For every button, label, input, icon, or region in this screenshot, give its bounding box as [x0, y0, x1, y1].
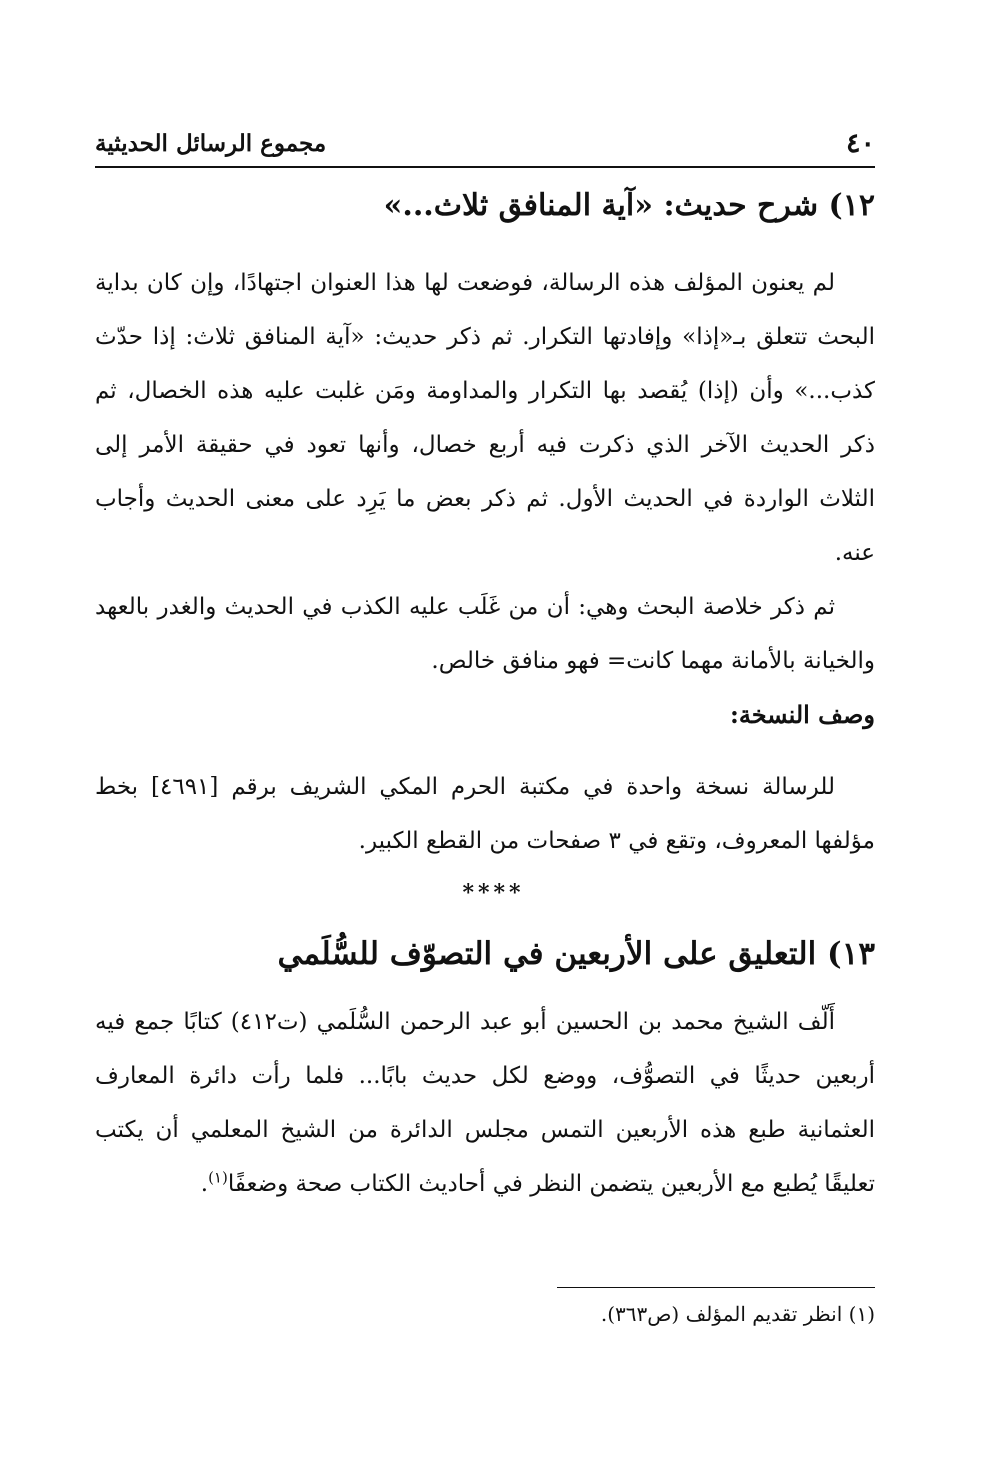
section-13-paragraph-end: .	[200, 1171, 209, 1197]
section-12-paragraph-1	[95, 256, 875, 580]
book-title: مجموع الرسائل الحديثية	[95, 130, 327, 157]
footnote-divider	[557, 1287, 875, 1288]
section-13-heading: ١٣) التعليق على الأربعين في التصوّف للسُّلَمي	[277, 936, 875, 972]
section-13-paragraph	[95, 995, 875, 1211]
footnote-reference: (١)	[208, 1168, 228, 1187]
section-separator: ****	[462, 880, 525, 906]
page-number: ٤٠	[845, 128, 875, 159]
section-12-paragraph-1-text: لم يعنون المؤلف هذه الرسالة، فوضعت لها هذا العنوان اجتهادًا، وإن كان بداية البحث تتعلق بـ«إذا» وإفادتها التكرار. ثم ذكر حديث: «آية المنافق ثلاث: إذا حدّث كذب...» وأن (إذا) يُقصد بها التكرار والمداومة ومَن غلبت عليه هذه الخصال، ثم ذكر الحديث الآخر الذي ذكرت فيه أربع خصال، وأنها تعود في حقيقة الأمر إلى الثلاث الواردة في الحديث الأول. ثم ذكر بعض ما يَرِد على معنى الحديث وأجاب عنه.	[95, 270, 875, 566]
running-header	[95, 122, 875, 168]
manuscript-description-heading: وصف النسخة:	[729, 700, 875, 729]
section-12-paragraph-2	[95, 580, 875, 688]
section-12-paragraph-3-text: للرسالة نسخة واحدة في مكتبة الحرم المكي الشريف برقم [٤٦٩١] بخط مؤلفها المعروف، وتقع في ٣ صفحات من القطع الكبير.	[95, 774, 875, 854]
section-12-paragraph-3	[95, 760, 875, 868]
section-12-paragraph-2-text: ثم ذكر خلاصة البحث وهي: أن من غَلَب عليه الكذب في الحديث والغدر بالعهد والخيانة بالأمانة مهما كانت= فهو منافق خالص.	[95, 594, 875, 674]
section-13-paragraph-text: أَلّف الشيخ محمد بن الحسين أبو عبد الرحمن السُّلَمي (ت٤١٢) كتابًا جمع فيه أربعين حديثًا في التصوُّف، ووضع لكل حديث بابًا... فلما رأت دائرة المعارف العثمانية طبع هذه الأربعين التمس مجلس الدائرة من الشيخ المعلمي أن يكتب تعليقًا يُطبع مع الأربعين يتضمن النظر في أحاديث الكتاب صحة وضعفًا	[95, 1009, 875, 1197]
section-12-heading: ١٢) شرح حديث: «آية المنافق ثلاث...»	[383, 188, 875, 223]
footnote: (١) انظر تقديم المؤلف (ص٣٦٣).	[600, 1302, 875, 1326]
